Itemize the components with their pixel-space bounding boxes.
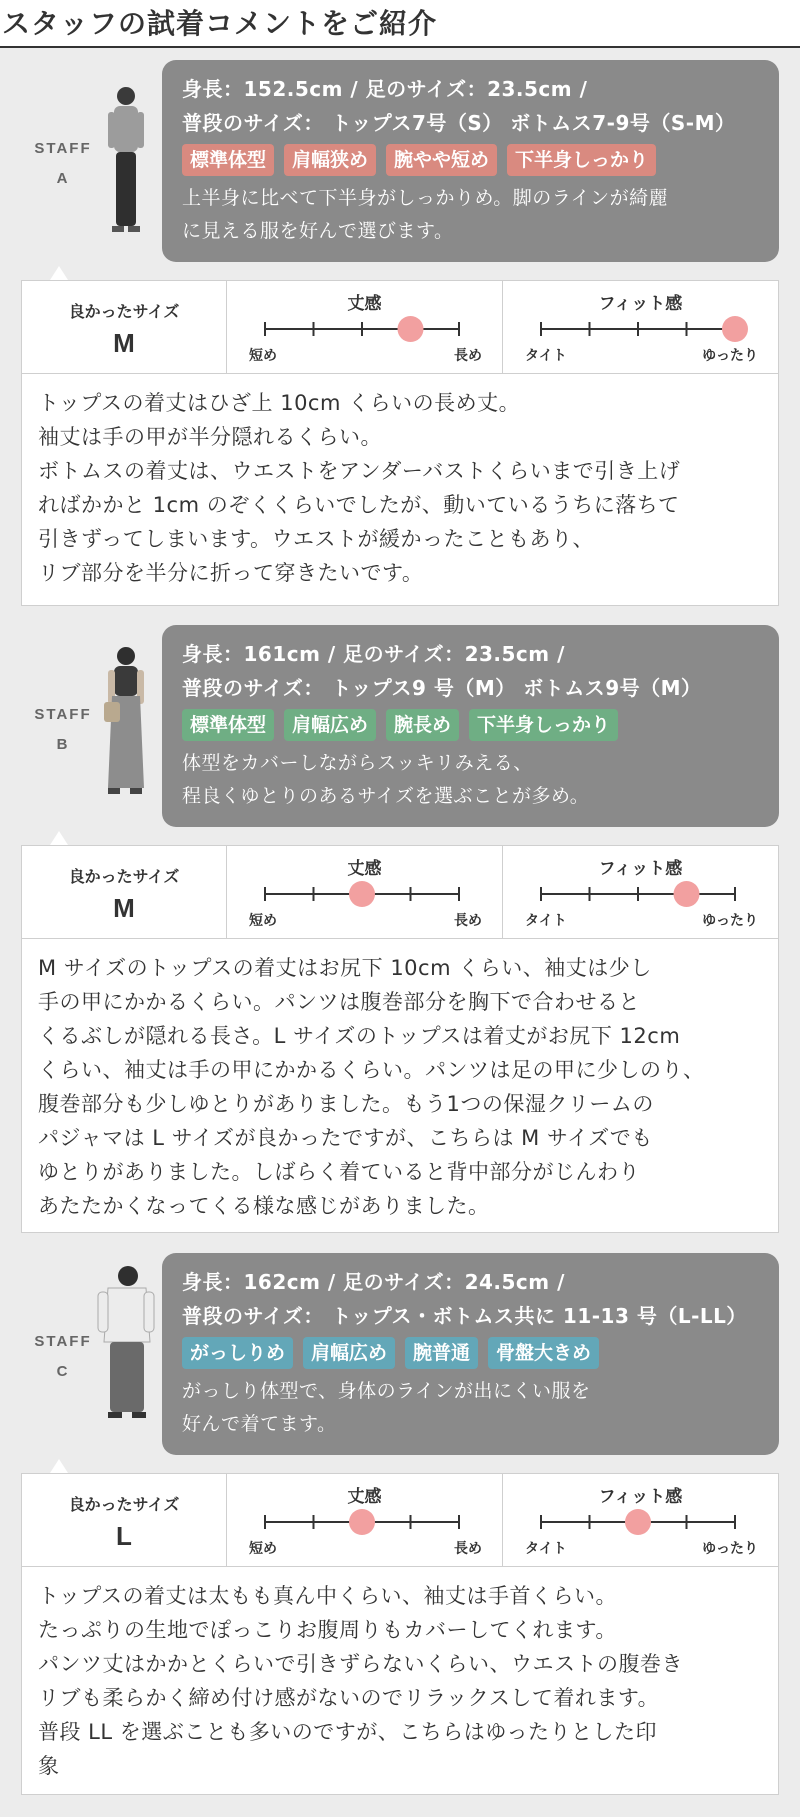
profile-bubble	[162, 1253, 779, 1455]
pointer-arrow	[50, 1459, 68, 1473]
best-size-label: 良かったサイズ	[68, 302, 180, 321]
profile-description: がっしり体型で、身体のラインが出にくい服を 好んで着てます。	[182, 1380, 591, 1435]
fit-scale	[503, 846, 778, 938]
tag: がっしりめ	[182, 1337, 293, 1369]
profile-measurements: 身長：152.5cm / 足のサイズ：23.5cm /	[182, 77, 588, 101]
profile-bubble	[162, 625, 779, 827]
length-min-label: 短め	[249, 1541, 277, 1557]
length-max-label: 長め	[454, 1541, 482, 1557]
best-size-label: 良かったサイズ	[68, 1495, 180, 1514]
pointer-arrow	[50, 831, 68, 845]
body-type-tags	[182, 709, 759, 741]
best-size-value: L	[116, 1521, 132, 1551]
fit-min-label: タイト	[525, 913, 567, 929]
tag: 肩幅広め	[284, 709, 376, 741]
fitting-comment: M サイズのトップスの着丈はお尻下 10cm くらい、袖丈は少し 手の甲にかかるくらい。パンツは腹巻部分を胸下で合わせると くるぶしが隠れる長さ。L サイズのトップスは着丈がお尻下 12cm くらい、袖丈は手の甲にかかるくらい。パンツは足の甲に少しのり、 腹巻部分も少しゆとりがありました。もう1つの保湿クリームの パジャマは L サイズが良かったですが、こちらは M サイズでも ゆとりがありました。しばらく着ていると背中部分がじんわり あたたかくなってくる様な感じがありました。	[21, 939, 779, 1233]
tag: 標準体型	[182, 709, 274, 741]
fit-scale-graphic	[503, 874, 779, 908]
body-type-tags	[182, 144, 759, 176]
best-size-cell	[22, 846, 227, 938]
scale-marker	[674, 881, 700, 907]
length-scale-title: 丈感	[347, 1487, 382, 1507]
length-scale-title: 丈感	[347, 859, 382, 879]
length-scale-title: 丈感	[347, 294, 382, 314]
length-min-label: 短め	[249, 348, 277, 364]
fit-max-label: ゆったり	[702, 1541, 758, 1557]
staff-label: STAFF A	[34, 140, 92, 187]
tag: 腕やや短め	[386, 144, 497, 176]
profile-description: 上半身に比べて下半身がしっかりめ。脚のラインが綺麗 に見える服を好んで選びます。	[182, 187, 669, 242]
profile-bubble	[162, 60, 779, 262]
profile-measurements: 身長：162cm / 足のサイズ：24.5cm /	[182, 1270, 565, 1294]
scale-marker	[398, 316, 424, 342]
length-scale-graphic	[227, 1502, 503, 1536]
tag: 腕普通	[405, 1337, 478, 1369]
profile-usual-size: 普段のサイズ： トップス9 号（M） ボトムス9号（M）	[182, 676, 702, 700]
scale-marker	[625, 1509, 651, 1535]
length-scale	[227, 1474, 503, 1566]
tag: 下半身しっかり	[507, 144, 656, 176]
tag: 腕長め	[386, 709, 459, 741]
fitting-comment: トップスの着丈は太もも真ん中くらい、袖丈は手首くらい。 たっぷりの生地でぽっこりお腹周りもカバーしてくれます。 パンツ丈はかかとくらいで引きずらないくらい、ウエストの腹巻き リブも柔らかく締め付け感がないのでリラックスして着れます。 普段 LL を選ぶことも多いのですが、こちらはゆったりとした印 象	[21, 1567, 779, 1795]
fit-min-label: タイト	[525, 1541, 567, 1557]
tag: 肩幅広め	[303, 1337, 395, 1369]
scale-marker	[349, 1509, 375, 1535]
body-type-tags	[182, 1337, 759, 1369]
fit-scale	[503, 281, 778, 373]
best-size-value: M	[113, 328, 135, 358]
fit-scale	[503, 1474, 778, 1566]
fitting-comment: トップスの着丈はひざ上 10cm くらいの長め丈。 袖丈は手の甲が半分隠れるくらい。 ボトムスの着丈は、ウエストをアンダーバストくらいまで引き上げ ればかかと 1cm のぞくくらいでしたが、動いているうちに落ちて 引きずってしまいます。ウエストが緩かったこともあり、 リブ部分を半分に折って穿きたいです。	[21, 374, 779, 606]
fit-scale-graphic	[503, 1502, 779, 1536]
fit-scale-graphic	[503, 309, 779, 343]
page-title: スタッフの試着コメントをご紹介	[0, 0, 800, 48]
length-scale-graphic	[227, 874, 503, 908]
fit-scale-title: フィット感	[598, 859, 683, 879]
pointer-arrow	[50, 266, 68, 280]
tag: 下半身しっかり	[469, 709, 618, 741]
size-table	[21, 845, 779, 939]
length-scale	[227, 281, 503, 373]
best-size-cell	[22, 281, 227, 373]
profile-usual-size: 普段のサイズ： トップス7号（S） ボトムス7-9号（S-M）	[182, 111, 736, 135]
best-size-cell	[22, 1474, 227, 1566]
length-max-label: 長め	[454, 913, 482, 929]
staff-label: STAFF C	[34, 1333, 92, 1380]
scale-marker	[722, 316, 748, 342]
fit-max-label: ゆったり	[702, 913, 758, 929]
length-scale-graphic	[227, 309, 503, 343]
profile-usual-size: 普段のサイズ： トップス・ボトムス共に 11-13 号（L-LL）	[182, 1304, 747, 1328]
tag: 標準体型	[182, 144, 274, 176]
fit-max-label: ゆったり	[702, 348, 758, 364]
length-scale	[227, 846, 503, 938]
staff-photo	[98, 642, 154, 804]
best-size-value: M	[113, 893, 135, 923]
scale-marker	[349, 881, 375, 907]
length-min-label: 短め	[249, 913, 277, 929]
fit-scale-title: フィット感	[598, 294, 683, 314]
fit-min-label: タイト	[525, 348, 567, 364]
best-size-label: 良かったサイズ	[68, 867, 180, 886]
staff-label: STAFF B	[34, 706, 92, 753]
size-table	[21, 1473, 779, 1567]
tag: 肩幅狭め	[284, 144, 376, 176]
staff-photo	[100, 82, 152, 242]
size-table	[21, 280, 779, 374]
profile-measurements: 身長：161cm / 足のサイズ：23.5cm /	[182, 642, 565, 666]
tag: 骨盤大きめ	[488, 1337, 599, 1369]
fit-scale-title: フィット感	[598, 1487, 683, 1507]
profile-description: 体型をカバーしながらスッキリみえる、 程良くゆとりのあるサイズを選ぶことが多め。	[182, 752, 590, 807]
length-max-label: 長め	[454, 348, 482, 364]
staff-photo	[94, 1262, 158, 1428]
